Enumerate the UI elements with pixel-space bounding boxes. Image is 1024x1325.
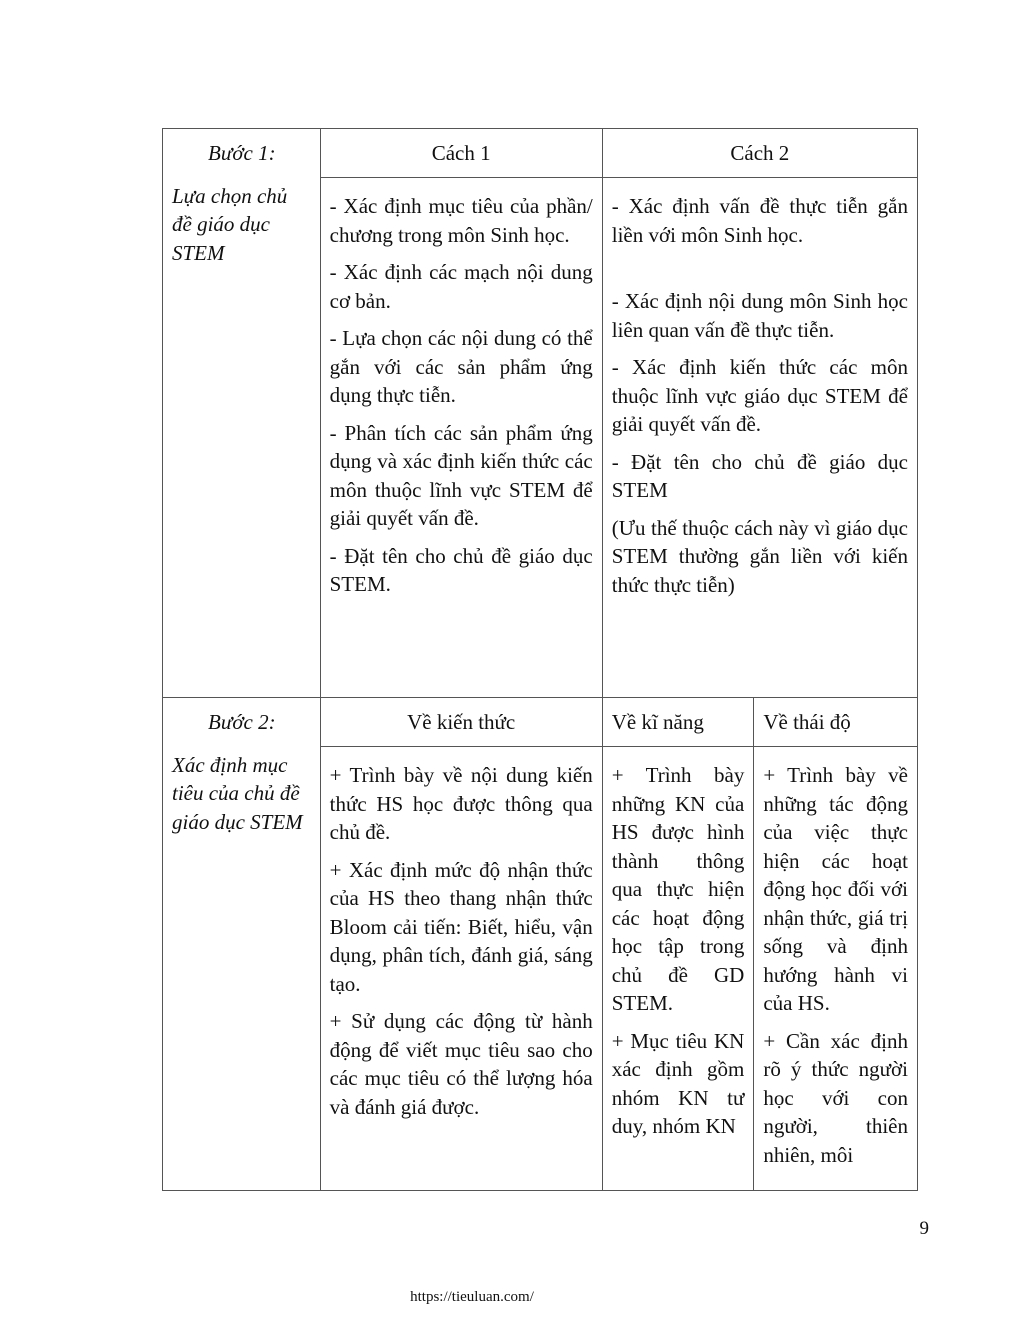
- step2-skills-item: + Trình bày những KN của HS được hình thành thông qua thực hiện các hoạt động học tập trong chủ đề GD STEM.: [611, 763, 745, 1015]
- step1-option2-header: Cách 2: [602, 129, 917, 178]
- step1-option1-header: Cách 1: [320, 129, 602, 178]
- step1-option2-item: (Ưu thế thuộc cách này vì giáo dục STEM thường gắn liền với kiến thức thực tiễn): [611, 515, 908, 597]
- step2-attitude-body: [754, 747, 918, 1191]
- step2-header-row: [163, 698, 918, 747]
- step1-option2-item: - Đặt tên cho chủ đề giáo dục STEM: [611, 449, 908, 502]
- step2-attitude-item: + Cần xác định rõ ý thức người học với con người, thiên nhiên, môi: [763, 1028, 908, 1167]
- step1-option1-item: - Xác định mục tiêu của phần/ chương trong môn Sinh học.: [329, 194, 593, 247]
- page-number: 9: [919, 1218, 929, 1239]
- step2-attitude-item: + Trình bày về những tác động của việc thực hiện các hoạt động học đối với nhận thức, giá trị sống và định hướng hành vi của HS.: [763, 763, 908, 1015]
- step2-knowledge-item: + Sử dụng các động từ hành động để viết mục tiêu sao cho các mục tiêu có thể lượng hóa và đánh giá được.: [329, 1009, 593, 1119]
- step1-cell: [163, 129, 321, 698]
- step2-attitude-header: Về thái độ: [754, 698, 918, 747]
- step2-knowledge-body: [320, 747, 602, 1191]
- step2-skills-item: + Mục tiêu KN xác định gồm nhóm KN tư duy, nhóm KN: [611, 1028, 745, 1138]
- step1-option2-item: - Xác định vấn đề thực tiễn gắn liền với môn Sinh học.: [611, 194, 908, 247]
- step1-option1-item: - Phân tích các sản phẩm ứng dụng và xác định kiến thức các môn thuộc lĩnh vực STEM để giải quyết vấn đề.: [329, 420, 593, 530]
- step2-name: Xác định mục tiêu của chủ đề giáo dục STEM: [172, 752, 303, 834]
- step1-option1-body: [320, 178, 602, 698]
- stem-steps-table: [162, 128, 918, 1191]
- step2-label: Bước 2:: [208, 710, 276, 734]
- step2-skills-header: Về kĩ năng: [602, 698, 754, 747]
- step2-knowledge-item: + Xác định mức độ nhận thức của HS theo thang nhận thức Bloom cải tiến: Biết, hiểu, vận dụng, phân tích, đánh giá, sáng tạo.: [329, 857, 593, 996]
- step2-cell: [163, 698, 321, 1191]
- step1-option1-item: - Xác định các mạch nội dung cơ bản.: [329, 260, 593, 313]
- step1-option1-item: - Lựa chọn các nội dung có thể gắn với các sản phẩm ứng dụng thực tiễn.: [329, 326, 593, 407]
- step1-name: Lựa chọn chủ đề giáo dục STEM: [172, 183, 288, 265]
- step1-option2-item: - Xác định nội dung môn Sinh học liên quan vấn đề thực tiễn.: [611, 289, 908, 342]
- footer-url[interactable]: https://tieuluan.com/: [410, 1289, 534, 1305]
- step1-option2-item: - Xác định kiến thức các môn thuộc lĩnh vực giáo dục STEM để giải quyết vấn đề.: [611, 355, 908, 436]
- step1-label: Bước 1:: [208, 141, 276, 165]
- step1-option2-body: [602, 178, 917, 698]
- step1-option1-item: - Đặt tên cho chủ đề giáo dục STEM.: [329, 543, 593, 596]
- step1-header-row: [163, 129, 918, 178]
- step2-knowledge-header: Về kiến thức: [320, 698, 602, 747]
- step2-knowledge-item: + Trình bày về nội dung kiến thức HS học được thông qua chủ đề.: [329, 763, 593, 844]
- step2-skills-body: [602, 747, 754, 1191]
